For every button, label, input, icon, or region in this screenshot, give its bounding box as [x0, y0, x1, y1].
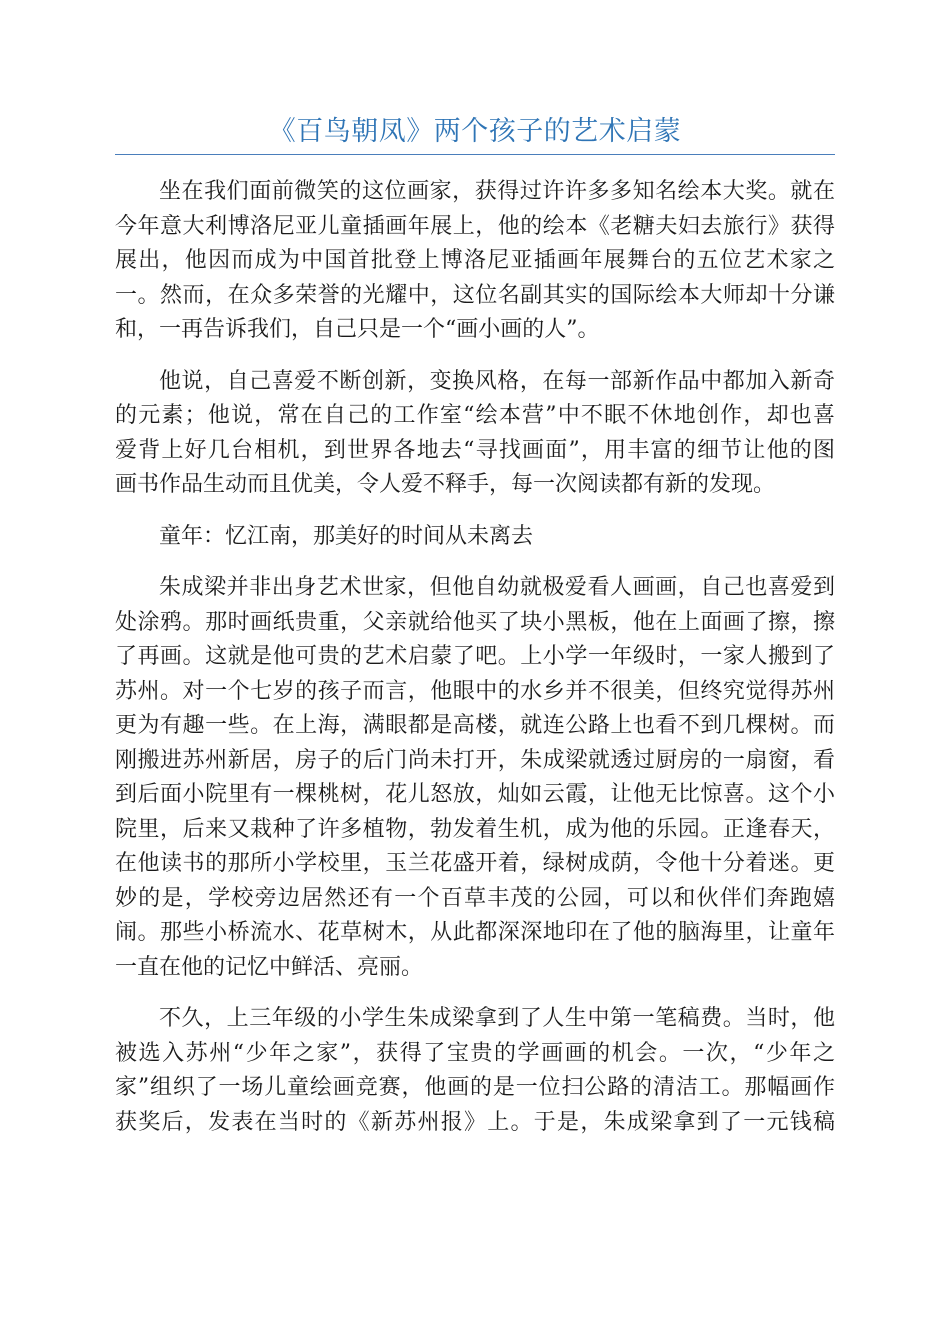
- text-line: 到后面小院里有一棵桃树，花儿怒放，灿如云霞，让他无比惊喜。这个小: [115, 782, 835, 807]
- text-line: 童年：忆江南，那美好的时间从未离去: [159, 523, 534, 549]
- paragraph-style: [115, 365, 835, 503]
- text-line: 的元素；他说，常在自己的工作室“绘本营”中不眠不休地创作，却也喜: [115, 403, 835, 428]
- text-line: 院里，后来又栽种了许多植物，勃发着生机，成为他的乐园。正逢春天，: [115, 816, 835, 842]
- title-underline: [115, 154, 835, 155]
- paragraph-intro: [115, 175, 835, 348]
- text-line: 朱成梁并非出身艺术世家，但他自幼就极爱看人画画，自己也喜爱到: [159, 575, 835, 600]
- paragraph-childhood: [115, 571, 835, 985]
- text-line: 被选入苏州“少年之家”，获得了宝贵的学画画的机会。一次，“少年之: [115, 1040, 835, 1066]
- paragraph-first-payment: [115, 1002, 835, 1140]
- text-line: 更为有趣一些。在上海，满眼都是高楼，就连公路上也看不到几棵树。而: [115, 713, 835, 738]
- document-title: 《百鸟朝凤》两个孩子的艺术启蒙: [268, 116, 682, 147]
- text-line: 刚搬进苏州新居，房子的后门尚未打开，朱成梁就透过厨房的一扇窗，看: [115, 747, 835, 773]
- document-body: [115, 175, 835, 1157]
- text-line: 不久，上三年级的小学生朱成梁拿到了人生中第一笔稿费。当时，他: [159, 1006, 835, 1031]
- text-line: 在他读书的那所小学校里，玉兰花盛开着，绿树成荫，令他十分着迷。更: [115, 851, 835, 876]
- text-line: 获奖后，发表在当时的《新苏州报》上。于是，朱成梁拿到了一元钱稿: [115, 1109, 835, 1135]
- text-line: 展出，他因而成为中国首批登上博洛尼亚插画年展舞台的五位艺术家之: [115, 248, 835, 273]
- text-line: 闹。那些小桥流水、花草树木，从此都深深地印在了他的脑海里，让童年: [115, 920, 835, 945]
- text-line: 苏州。对一个七岁的孩子而言，他眼中的水乡并不很美，但终究觉得苏州: [115, 678, 835, 704]
- text-line: 妙的是，学校旁边居然还有一个百草丰茂的公园，可以和伙伴们奔跑嬉: [115, 885, 835, 911]
- text-line: 和，一再告诉我们，自己只是一个“画小画的人”。: [115, 317, 600, 342]
- text-line: 了再画。这就是他可贵的艺术启蒙了吧。上小学一年级时，一家人搬到了: [115, 644, 835, 669]
- text-line: 爱背上好几台相机，到世界各地去“寻找画面”，用丰富的细节让他的图: [115, 437, 835, 463]
- text-line: 一直在他的记忆中鲜活、亮丽。: [115, 954, 424, 980]
- text-line: 处涂鸦。那时画纸贵重，父亲就给他买了块小黑板，他在上面画了擦，擦: [115, 609, 835, 635]
- section-heading-childhood: [115, 520, 835, 555]
- text-line: 家”组织了一场儿童绘画竞赛，他画的是一位扫公路的清洁工。那幅画作: [115, 1075, 835, 1100]
- text-line: 他说，自己喜爱不断创新，变换风格，在每一部新作品中都加入新奇: [159, 368, 835, 394]
- text-line: 一。然而，在众多荣誉的光耀中，这位名副其实的国际绘本大师却十分谦: [115, 282, 835, 308]
- text-line: 画书作品生动而且优美，令人爱不释手，每一次阅读都有新的发现。: [115, 472, 776, 497]
- text-line: 今年意大利博洛尼亚儿童插画年展上，他的绘本《老糖夫妇去旅行》获得: [115, 213, 835, 239]
- text-line: 坐在我们面前微笑的这位画家，获得过许许多多知名绘本大奖。就在: [159, 179, 835, 204]
